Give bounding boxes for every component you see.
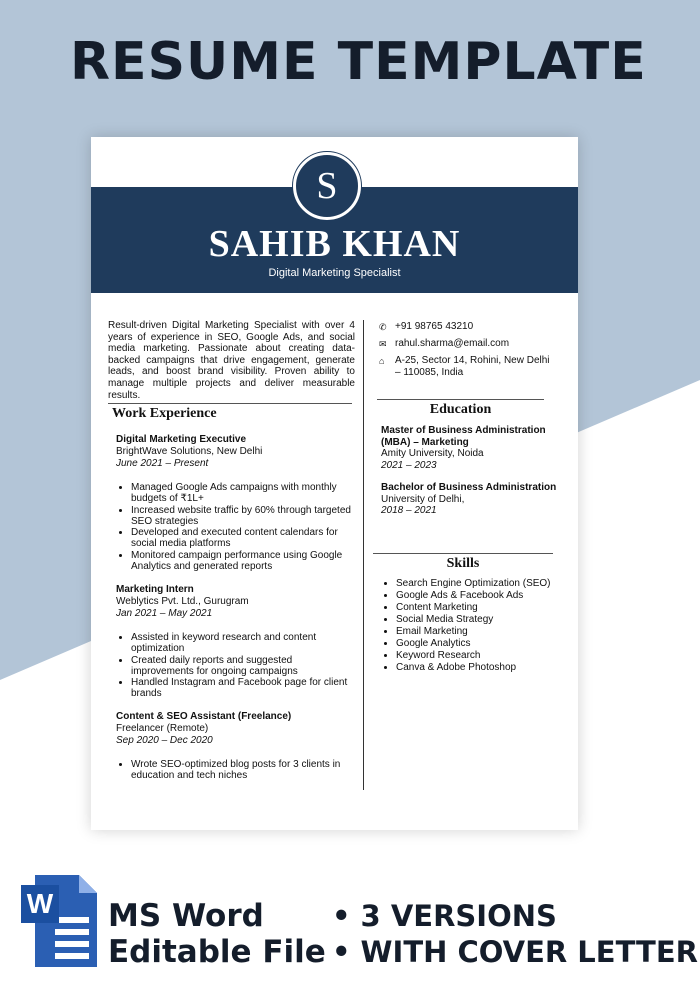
home-icon: ⌂	[379, 356, 385, 366]
ms-word-line1: MS Word	[108, 898, 264, 934]
skill-item: • Canva & Adobe Photoshop	[396, 662, 586, 674]
monogram-badge: S	[293, 152, 361, 220]
job-entry	[116, 584, 356, 700]
skills-heading: Skills	[446, 556, 480, 571]
education-dates: 2018 – 2021	[381, 505, 437, 516]
resume-name: SAHIB KHAN	[208, 223, 461, 265]
work-experience-heading: Work Experience	[112, 406, 217, 421]
contact-email-row	[379, 338, 569, 350]
skill-item: • Google Ads & Facebook Ads	[396, 590, 586, 602]
job-bullet: • Wrote SEO-optimized blog posts for 3 clients in education and tech niches	[131, 759, 356, 782]
word-icon-letter: W	[26, 888, 54, 919]
job-bullets	[116, 482, 356, 572]
job-company: BrightWave Solutions, New Delhi	[116, 446, 263, 457]
skills-list	[383, 578, 586, 674]
contact-address-row	[379, 355, 569, 379]
resume-page	[91, 137, 578, 830]
education-dates: 2021 – 2023	[381, 459, 437, 471]
education-degree: Master of Business Administration (MBA) – Marketing	[381, 425, 546, 448]
mail-icon: ✉	[379, 339, 387, 349]
skill-item: • Keyword Research	[396, 650, 586, 662]
column-divider	[363, 320, 364, 790]
contact-phone-row	[379, 321, 569, 333]
job-company: Freelancer (Remote)	[116, 723, 209, 734]
job-entry	[116, 434, 356, 572]
poster-title: RESUME TEMPLATE	[70, 32, 647, 92]
job-bullet: • Created daily reports and suggested improvements for ongoing campaigns	[131, 655, 356, 678]
contact-address	[395, 355, 550, 379]
education-school: University of Delhi,	[381, 493, 465, 505]
resume-summary: Result-driven Digital Marketing Specialist with over 4 years of experience in SEO, Google Ads, and social media marketing. Passionate about creating data-backed campaigns that drive engagement, generate leads, and boost brand visibility. Proven ability to manage multiple projects and deliver measurable results.	[108, 320, 355, 401]
job-title: Digital Marketing Executive	[116, 434, 247, 445]
contact-block	[379, 321, 569, 384]
job-bullet: • Monitored campaign performance using Google Analytics and generated reports	[131, 550, 356, 573]
ms-word-icon	[21, 871, 97, 971]
job-dates: Jan 2021 – May 2021	[116, 608, 213, 619]
education-degree: Bachelor of Business Administration	[381, 482, 557, 493]
feature-item: • 3 VERSIONS	[332, 898, 698, 934]
job-bullet: • Developed and executed content calendars for social media platforms	[131, 527, 356, 550]
job-title: Content & SEO Assistant (Freelance)	[116, 711, 292, 722]
contact-phone: +91 98765 43210	[395, 321, 474, 332]
skill-item: • Email Marketing	[396, 626, 586, 638]
skill-item: • Google Analytics	[396, 638, 586, 650]
feature-item: • WITH COVER LETTER	[332, 934, 698, 970]
skill-item: • Social Media Strategy	[396, 614, 586, 626]
job-bullet: • Increased website traffic by 60% through targeted SEO strategies	[131, 505, 356, 528]
ms-word-label	[108, 898, 326, 970]
divider	[377, 399, 544, 400]
job-dates: June 2021 – Present	[116, 458, 209, 469]
phone-icon: ✆	[379, 322, 387, 332]
contact-email: rahul.sharma@email.com	[395, 338, 510, 349]
contact-address-line2: – 110085, India	[395, 367, 464, 378]
contact-address-line1: A-25, Sector 14, Rohini, New Delhi	[395, 355, 550, 366]
job-dates: Sep 2020 – Dec 2020	[116, 735, 213, 746]
job-company: Weblytics Pvt. Ltd., Gurugram	[116, 596, 249, 607]
job-bullet: • Assisted in keyword research and content optimization	[131, 632, 356, 655]
resume-role: Digital Marketing Specialist	[268, 267, 401, 279]
feature-list	[332, 898, 698, 970]
divider	[108, 403, 352, 404]
skill-item: • Search Engine Optimization (SEO)	[396, 578, 586, 590]
job-bullets	[116, 632, 356, 700]
job-bullets	[116, 759, 356, 782]
skill-item: • Content Marketing	[396, 602, 586, 614]
education-entry	[381, 482, 561, 517]
divider	[373, 553, 553, 554]
job-bullet: • Handled Instagram and Facebook page for client brands	[131, 677, 356, 700]
education-entry	[381, 425, 561, 471]
job-bullet: • Managed Google Ads campaigns with monthly budgets of ₹1L+	[131, 482, 356, 505]
ms-word-line2: Editable File	[108, 934, 326, 970]
job-entry	[116, 711, 356, 782]
education-heading: Education	[429, 402, 492, 417]
job-title: Marketing Intern	[116, 584, 194, 595]
education-school: Amity University, Noida	[381, 448, 484, 459]
